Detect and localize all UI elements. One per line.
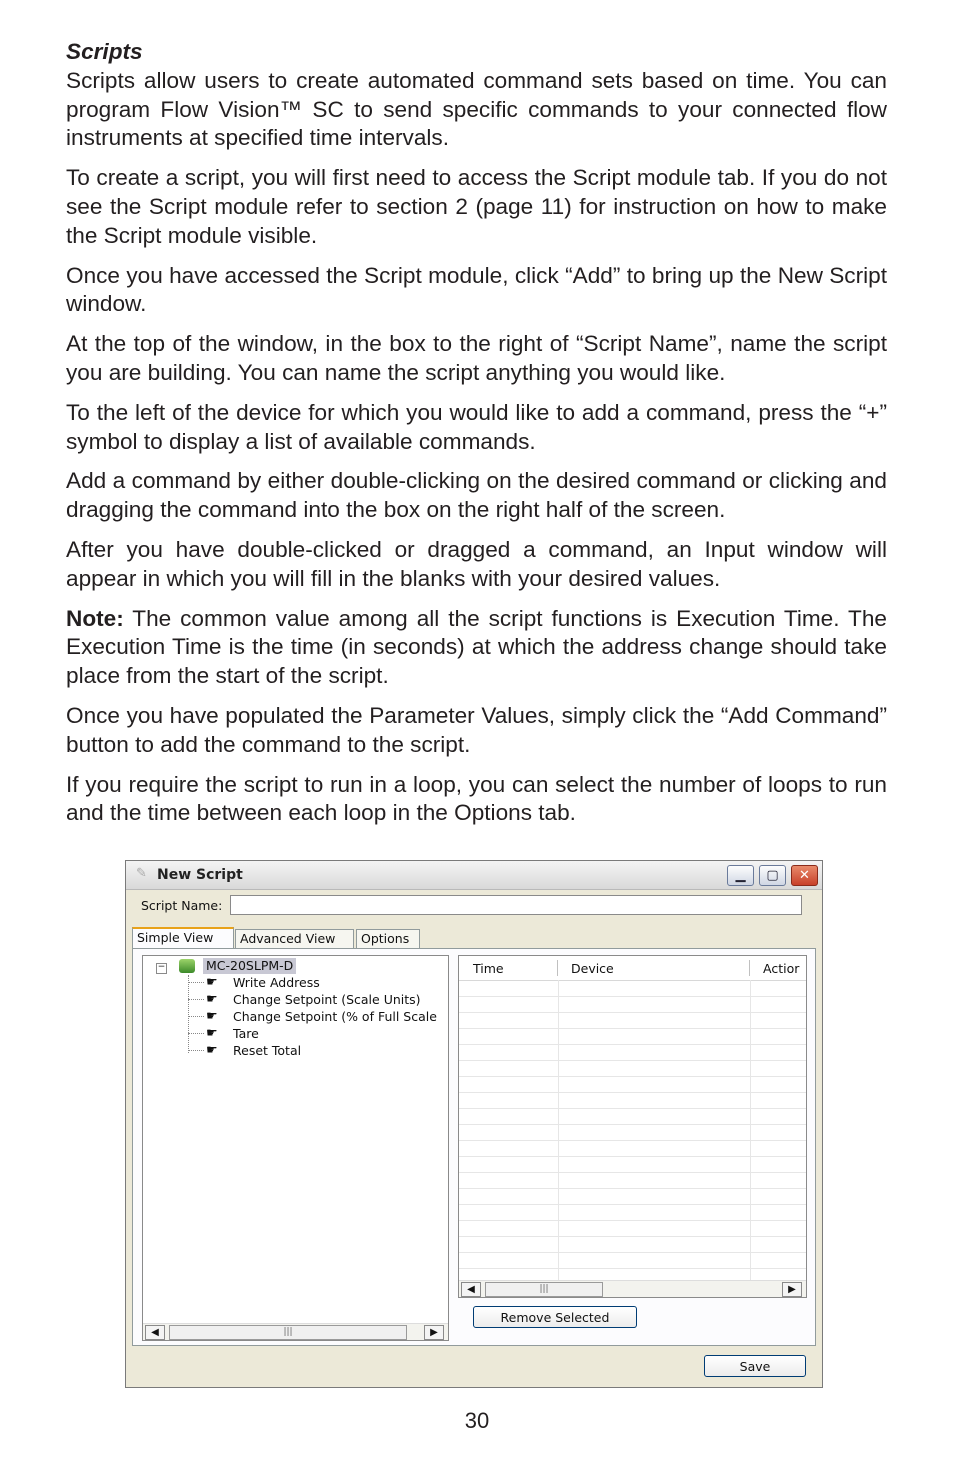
grid-column-line [750,980,751,1280]
close-icon[interactable]: ✕ [791,865,818,886]
grid-row-line [459,1268,806,1269]
collapse-icon[interactable]: − [157,962,166,972]
command-label: Change Setpoint (Scale Units) [233,992,421,1007]
new-script-window [125,860,823,1388]
column-separator [557,960,558,976]
grid-row-line [459,1204,806,1205]
window-title: New Script [157,867,243,883]
paragraph: Once you have populated the Parameter Values, simply click the “Add Command” button to add the command to the script. [66,702,887,757]
paragraph: Add a command by either double-clicking on the desired command or clicking and dragging the command into the box on the right half of the screen. [66,468,887,523]
grid-row-line [459,1140,806,1141]
grid-row-line [459,1044,806,1045]
page-text [66,38,887,839]
maximize-icon[interactable]: ▢ [759,865,786,886]
grid-row-line [459,1252,806,1253]
tree-connector [188,975,189,1053]
note-paragraph [66,605,887,691]
grid-row-line [459,1236,806,1237]
page-number: 30 [464,1408,490,1433]
device-icon [179,959,195,973]
tree-connector [188,982,204,983]
tree-connector [188,1016,204,1017]
section-heading: Scripts [66,39,143,64]
minimize-icon[interactable]: ▁ [727,865,754,886]
tree-horizontal-scrollbar[interactable] [143,1323,448,1340]
tree-connector [188,999,204,1000]
tab-options[interactable]: Options [356,929,420,948]
grid-row-line [459,1028,806,1029]
column-header-action[interactable]: Actior [763,961,800,976]
grid-row-line [459,1124,806,1125]
command-icon: ☛ [206,1026,218,1041]
scroll-left-icon[interactable]: ◀ [145,1325,165,1340]
paragraph: Scripts allow users to create automated command sets based on time. You can program Flow Vision™ SC to send specific commands to your connected flow instruments at specified time intervals. [66,67,887,151]
remove-selected-button[interactable]: Remove Selected [473,1306,637,1328]
scroll-right-icon[interactable]: ▶ [424,1325,444,1340]
tab-simple-view[interactable]: Simple View [132,927,234,949]
command-label: Change Setpoint (% of Full Scale [233,1009,437,1024]
save-button[interactable]: Save [704,1355,806,1377]
script-name-input[interactable] [230,895,802,915]
tree-connector [188,1033,204,1034]
scroll-thumb[interactable]: ||| [169,1325,407,1340]
grid-column-line [558,980,559,1280]
command-icon: ☛ [206,1043,218,1058]
command-icon: ☛ [206,992,218,1007]
script-window-icon: ✎ [136,866,147,881]
command-icon: ☛ [206,1009,218,1024]
grid-row-line [459,1076,806,1077]
command-label: Reset Total [233,1043,302,1058]
paragraph: After you have double-clicked or dragged a command, an Input window will appear in which you will fill in the blanks with your desired values. [66,536,887,591]
command-icon: ☛ [206,975,218,990]
grid-row-line [459,1188,806,1189]
grid-row-line [459,1220,806,1221]
tree-connector [188,1050,204,1051]
command-tree [142,955,449,1341]
column-header-device[interactable]: Device [571,961,614,976]
column-separator [749,960,750,976]
paragraph: If you require the script to run in a loop, you can select the number of loops to run and the time between each loop in the Options tab. [66,771,887,826]
script-name-label: Script Name: [141,898,223,913]
paragraph: Once you have accessed the Script module, click “Add” to bring up the New Script window. [66,262,887,317]
command-label: Write Address [233,975,320,990]
grid-row-line [459,1172,806,1173]
scroll-left-icon[interactable]: ◀ [461,1282,481,1297]
grid-row-line [459,1156,806,1157]
tab-advanced-view[interactable]: Advanced View [235,929,354,948]
grid-header [459,956,806,981]
grid-row-line [459,1012,806,1013]
grid-row-line [459,1060,806,1061]
paragraph: At the top of the window, in the box to the right of “Script Name”, name the script you are building. You can name the script anything you would like. [66,331,887,385]
paragraph: To create a script, you will first need to access the Script module tab. If you do not see the Script module refer to section 2 (page 11) for instruction on how to make the Script module visible. [66,165,887,248]
simple-view-panel [132,948,816,1346]
note-text: The common value among all the script functions is Execution Time. The Execution Time is the time (in seconds) at which the address change should take place from the start of the script. [66,605,887,689]
script-command-grid [458,955,807,1298]
grid-row-line [459,996,806,997]
grid-row-line [459,1108,806,1109]
command-label: Tare [233,1026,259,1041]
note-label: Note: [66,605,124,631]
window-titlebar[interactable] [126,861,822,890]
paragraph: To the left of the device for which you would like to add a command, press the “+” symbol to display a list of available commands. [66,399,887,454]
scroll-thumb[interactable]: ||| [485,1282,603,1297]
grid-row-line [459,1092,806,1093]
device-node[interactable]: MC-20SLPM-D [203,958,296,974]
scroll-right-icon[interactable]: ▶ [782,1282,802,1297]
grid-horizontal-scrollbar[interactable] [459,1280,806,1297]
column-header-time[interactable]: Time [473,961,504,976]
